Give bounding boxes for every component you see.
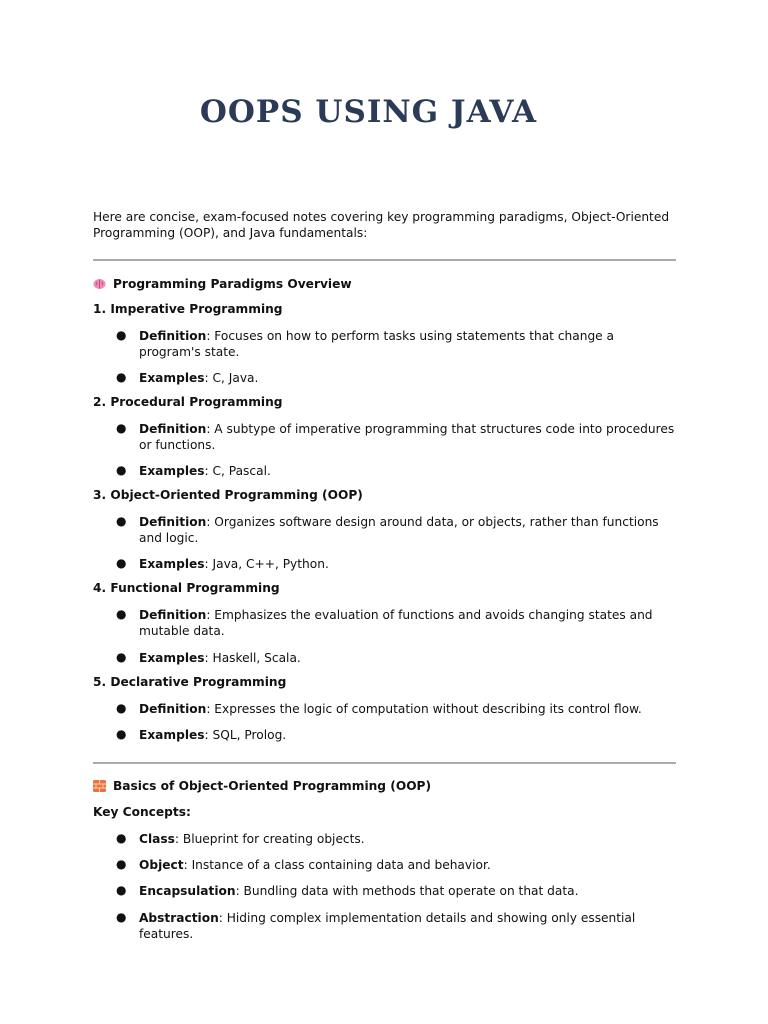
concept-text: : Bundling data with methods that operate on that data. (235, 884, 579, 898)
bullet-dot: ● (116, 370, 127, 384)
section-heading-paradigms (93, 277, 352, 291)
examples-text: : C, Java. (204, 371, 259, 385)
list-item-examples (139, 463, 679, 479)
examples-label: Examples (139, 464, 205, 478)
list-item-examples (139, 556, 679, 572)
bullet-dot: ● (116, 727, 127, 741)
list-item-concept (139, 857, 679, 873)
intro-paragraph: Here are concise, exam-focused notes covering key programming paradigms, Object-Oriented Programming (OOP), and Java fundamentals: (93, 210, 670, 240)
definition-text: : A subtype of imperative programming that structures code into procedures or functions. (139, 422, 675, 452)
examples-label: Examples (139, 557, 205, 571)
concept-text: : Hiding complex implementation details and showing only essential features. (139, 911, 636, 941)
section-heading-text: Basics of Object-Oriented Programming (OOP) (113, 779, 432, 793)
page-title: OOPS USING JAVA (199, 94, 538, 130)
brain-icon (93, 278, 106, 290)
bullet-dot: ● (116, 514, 127, 528)
list-item-examples (139, 727, 679, 743)
bullet-dot: ● (116, 701, 127, 715)
list-item-concept (139, 910, 679, 942)
bullet-dot: ● (116, 463, 127, 477)
list-item-examples (139, 370, 679, 386)
section-heading-oop-basics (93, 779, 431, 793)
definition-text: : Focuses on how to perform tasks using statements that change a program's state. (139, 329, 615, 359)
bullet-dot: ● (116, 883, 127, 897)
list-item-concept (139, 883, 679, 899)
list-item-definition (139, 607, 679, 639)
bullet-dot: ● (116, 556, 127, 570)
concept-text: : Instance of a class containing data and behavior. (183, 858, 491, 872)
examples-label: Examples (139, 728, 205, 742)
definition-label: Definition (139, 702, 207, 716)
bullet-dot: ● (116, 607, 127, 621)
concept-label: Class (139, 832, 175, 846)
definition-label: Definition (139, 422, 207, 436)
examples-label: Examples (139, 371, 205, 385)
bricks-icon (93, 780, 106, 792)
concept-label: Abstraction (139, 911, 219, 925)
paradigm-heading: 4. Functional Programming (93, 581, 280, 595)
bullet-dot: ● (116, 831, 127, 845)
definition-label: Definition (139, 515, 207, 529)
examples-label: Examples (139, 651, 205, 665)
examples-text: : Haskell, Scala. (204, 651, 301, 665)
section-heading-text: Programming Paradigms Overview (113, 277, 352, 291)
list-item-examples (139, 650, 679, 666)
concept-text: : Blueprint for creating objects. (174, 832, 365, 846)
list-item-definition (139, 701, 679, 717)
definition-label: Definition (139, 329, 207, 343)
definition-text: : Expresses the logic of computation without describing its control flow. (206, 702, 642, 716)
bullet-dot: ● (116, 650, 127, 664)
bullet-dot: ● (116, 421, 127, 435)
key-concepts-heading: Key Concepts: (93, 805, 191, 819)
list-item-definition (139, 421, 679, 453)
list-item-concept (139, 831, 679, 847)
examples-text: : Java, C++, Python. (204, 557, 329, 571)
definition-text: : Organizes software design around data, or objects, rather than functions and logic. (139, 515, 659, 545)
bullet-dot: ● (116, 857, 127, 871)
list-item-definition (139, 328, 679, 360)
concept-label: Object (139, 858, 184, 872)
paradigm-heading: 1. Imperative Programming (93, 302, 283, 316)
paradigm-heading: 5. Declarative Programming (93, 675, 287, 689)
divider (93, 762, 676, 764)
list-item-definition (139, 514, 679, 546)
paradigm-heading: 2. Procedural Programming (93, 395, 283, 409)
bullet-dot: ● (116, 910, 127, 924)
divider (93, 259, 676, 261)
definition-label: Definition (139, 608, 207, 622)
definition-text: : Emphasizes the evaluation of functions and avoids changing states and mutable data. (139, 608, 653, 638)
concept-label: Encapsulation (139, 884, 236, 898)
paradigm-heading: 3. Object-Oriented Programming (OOP) (93, 488, 363, 502)
examples-text: : SQL, Prolog. (204, 728, 287, 742)
examples-text: : C, Pascal. (204, 464, 271, 478)
bullet-dot: ● (116, 328, 127, 342)
